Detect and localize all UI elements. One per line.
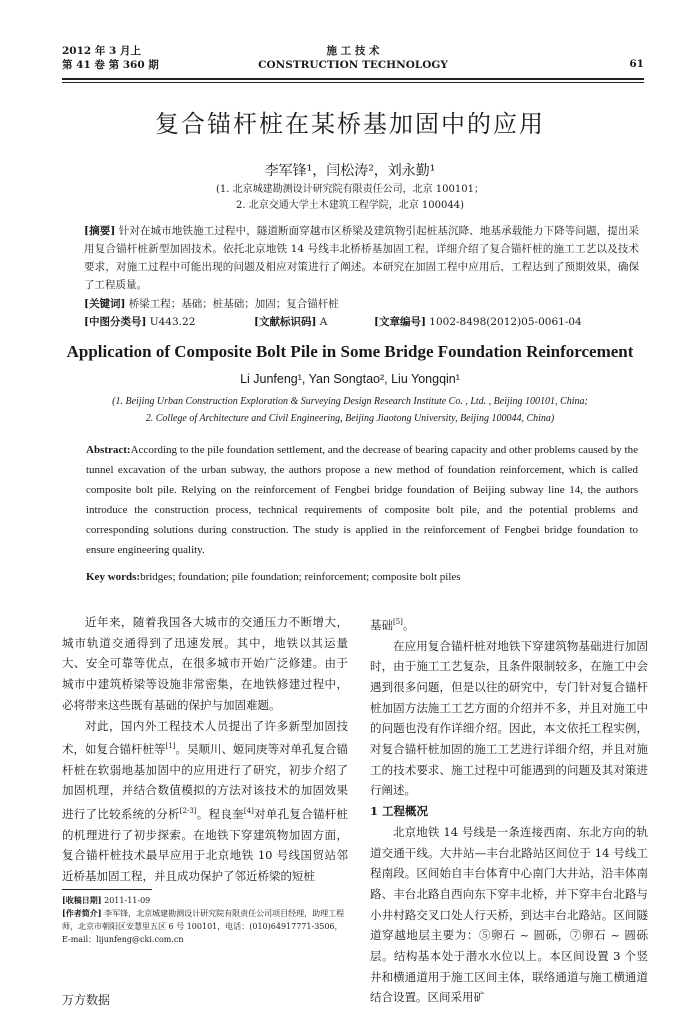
doc-code-value: A xyxy=(319,316,328,328)
issue-volume: 第 41 卷 第 360 期 xyxy=(62,59,159,71)
body-text: 。 xyxy=(402,617,415,632)
body-text: 。吴顺川、姬同庚等对单孔复合锚杆桩在软弱地基加固中的应用进行了研究，初步介绍了加固机理，并结合数值模拟的方法对该技术的加固效果进行了比较系统的分析 xyxy=(62,742,349,821)
author-bio xyxy=(62,907,348,946)
body-column-left xyxy=(62,612,348,887)
clc-label: [中图分类号] xyxy=(84,316,147,328)
journal-name-cn: 施 工 技 术 xyxy=(326,45,380,57)
body-paragraph: 在应用复合锚杆桩对地铁下穿建筑物基础进行加固时，由于施工工艺复杂，且条件限制较多，在施工中会遇到很多问题，但是以往的研究中，专门针对复合锚杆桩加固方法施工工艺方面的介绍并不多，并且对施工中的问题也没有作详细介绍。因此，本文依托工程实例，对复合锚杆桩加固的施工工艺进行详细介绍，并且对施工的技术要求、施工过程中可能遇到的问题及其对策进行阐述。 xyxy=(370,638,648,798)
authors-en: Li Junfeng¹, Yan Songtao², Liu Yongqin¹ xyxy=(240,372,460,386)
watermark: 万方数据 xyxy=(62,993,111,1007)
keywords-en-text: bridges; foundation; pile foundation; reinforcement; composite bolt piles xyxy=(140,571,461,583)
citation-ref: [1] xyxy=(165,742,176,751)
affiliations-cn xyxy=(0,182,700,214)
keywords-en-label: Key words: xyxy=(86,571,141,583)
body-paragraph xyxy=(62,716,348,887)
body-text: 对此，国内外工程技术人员提出了许多新型加固技术，如复合锚杆桩等 xyxy=(62,718,348,757)
keywords-cn-text: 桥梁工程；基础；桩基础；加固；复合锚杆桩 xyxy=(128,298,339,310)
received-date xyxy=(62,894,348,907)
journal-name-en: CONSTRUCTION TECHNOLOGY xyxy=(258,59,448,71)
abstract-en-label: Abstract: xyxy=(86,444,131,456)
article-no-label: [文章编号] xyxy=(374,316,426,328)
affiliations-en xyxy=(0,393,700,427)
title-en: Application of Composite Bolt Pile in Some Bridge Foundation Reinforcement xyxy=(66,342,634,361)
page-number: 61 xyxy=(629,58,644,70)
body-paragraph: 近年来，随着我国各大城市的交通压力不断增大，城市轨道交通得到了迅速发展。其中，地铁以其运量大、安全可靠等优点，在很多城市开始广泛修建。由于城市中建筑桥梁等设施非常密集，在地铁修建过程中，必将带来这些既有基础的保护与加固难题。 xyxy=(62,615,348,712)
affiliation-cn-2: 2. 北京交通大学土木建筑工程学院，北京 100044) xyxy=(236,200,464,211)
issue-date: 2012 年 3 月上 xyxy=(62,45,141,57)
authors-cn: 李军锋¹，闫松涛²，刘永勤¹ xyxy=(264,163,436,179)
section-heading: 1 工程概况 xyxy=(370,804,429,819)
body-text: 。程良奎 xyxy=(196,806,244,821)
abstract-en-text: According to the pile foundation settlement, and the decrease of bearing capacity and other problems caused by the tunnel excavation of the urban subway, the authors propose a new method of foundation reinforcement, which is called composite bolt pile. Relying on the reinforcement of Fengbei bridge foundation of Beijing subway line 14, the authors introduce the construction process, technical requirements of composite bolt pile, and the potential problems and corresponding solutions during construction. The study is applied in the reinforcement of Fengbei bridge foundation to ensure engineering quality. xyxy=(86,444,638,556)
doc-code-label: [文献标识码] xyxy=(254,316,317,328)
affiliation-cn-1: (1. 北京城建勘测设计研究院有限责任公司，北京 100101； xyxy=(216,184,484,195)
keywords-en xyxy=(86,571,638,583)
author-bio-text: 李军锋，北京城建勘测设计研究院有限责任公司项目经理，助理工程师，北京市朝阳区安慧里五区 6 号 100101，电话：(010)64917771-3506，E-mail：lijunfeng@cki.com.cn xyxy=(62,909,345,944)
author-bio-label: [作者简介] xyxy=(62,908,102,918)
footnote xyxy=(62,894,348,946)
running-header xyxy=(62,44,644,80)
keywords-cn xyxy=(84,296,339,311)
body-paragraph: 北京地铁 14 号线是一条连接西南、东北方向的轨道交通干线。大井站—丰台北路站区间位于 14 号线工程南段。区间始自丰台体育中心南门大井站，沿丰体南路、丰台北路自西向东下穿丰北桥，并下穿丰台北路与小井村路交叉口处人行天桥，到达丰台北路站。区间隧道穿越地层主要为：⑤卵石 ~ 圆砾，⑦卵石 ~ 圆砾层。结构基本处于潜水水位以上。本区间设置 3 个竖井和横通道用于施工区间主体，联络通道与施工横通道结合设置。区间采用矿 xyxy=(370,824,648,1005)
received-value: 2011-11-09 xyxy=(104,896,151,905)
body-text: 基础 xyxy=(370,617,393,632)
title-cn: 复合锚杆桩在某桥基加固中的应用 xyxy=(155,110,545,138)
affiliation-en-1: (1. Beijing Urban Construction Exploration & Surveying Design Research Institute Co. , Ltd. , Beijing 100101, China; xyxy=(112,396,588,407)
keywords-cn-label: [关键词] xyxy=(84,298,126,310)
footnote-rule xyxy=(62,889,152,890)
journal-name xyxy=(62,44,644,72)
header-rule xyxy=(62,78,644,83)
affiliation-en-2: 2. College of Architecture and Civil Engineering, Beijing Jiaotong University, Beijing 100044, China) xyxy=(145,413,555,424)
citation-ref: [4] xyxy=(243,807,254,816)
abstract-cn xyxy=(84,222,639,294)
citation-ref: [5] xyxy=(393,618,403,626)
abstract-en xyxy=(86,440,638,560)
clc-value: U443.22 xyxy=(149,316,196,328)
abstract-cn-text: 针对在城市地铁施工过程中，隧道断面穿越市区桥梁及建筑物引起桩基沉降、地基承载能力下降等问题，提出采用复合锚杆桩新型加固技术。依托北京地铁 14 号线丰北桥桥基加固工程，详细介绍了复合锚杆桩的施工工艺以及技术要求，对施工过程中可能出现的问题及相应对策进行了阐述。本研究在加固工程中应用后，工程达到了预期效果，确保了工程质量。 xyxy=(84,225,640,291)
received-label: [收稿日期] xyxy=(62,895,102,905)
abstract-cn-label: [摘要] xyxy=(84,225,116,237)
article-no-value: 1002-8498(2012)05-0061-04 xyxy=(429,316,582,328)
body-paragraph xyxy=(370,612,648,636)
body-column-right xyxy=(370,612,648,1008)
classification-line xyxy=(84,314,639,329)
body-text: 对单孔复合锚杆桩的机理进行了初步探索。在地铁下穿建筑物加固方面，复合锚杆桩技术最早应用于北京地铁 10 号线国贸站邻近桥基加固工程，并且成功保护了邻近桥梁的短桩 xyxy=(62,806,349,884)
citation-ref: [2-3] xyxy=(179,807,197,816)
